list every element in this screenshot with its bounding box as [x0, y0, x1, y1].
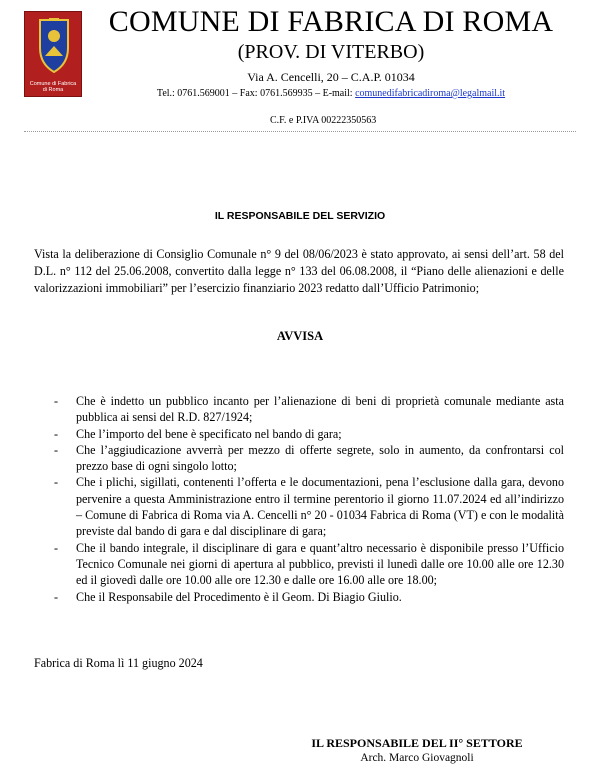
- issuer-heading: IL RESPONSABILE DEL SERVIZIO: [214, 210, 386, 222]
- place-date: Fabrica di Roma lì 11 giugno 2024: [34, 656, 203, 670]
- list-item-text: Che l’importo del bene è specificato nel bando di gara;: [76, 426, 342, 441]
- address-line: Via A. Cencelli, 20 – C.A.P. 01034: [247, 70, 415, 84]
- list-item-text: Che è indetto un pubblico incanto per l’alienazione di beni di proprietà comunale mediante asta pubblica ai sensi del R.D. 827/1924;: [76, 394, 564, 425]
- crest-emblem-icon: [34, 18, 74, 80]
- signatory-name: Arch. Marco Giovagnoli: [360, 752, 474, 764]
- list-item: - Che il bando integrale, il disciplinare di gara e quant’altro necessario è disponibile presso l’Ufficio Tecnico Comunale nei giorni di apertura al pubblico, previsti il lunedì dalle ore 10.00 alle ore 12.30 ed il giovedì dalle ore 10.00 alle ore 12.30 e dalle ore 16.00 alle ore 18.00;: [54, 540, 564, 588]
- list-item-text: Che i plichi, sigillati, contenenti l’offerta e le documentazioni, pena l’esclusione dalla gara, devono pervenire a questa Amministrazione entro il termine perentorio il giorno 11.07.2024 ed all’indirizzo – Comune di Fabrica di Roma via A. Cencelli n° 20 - 01034 Fabrica di Roma (VT) e con le modalità previste dal bando di gara e dal disciplinare di gara;: [76, 475, 564, 539]
- list-item-text: Che il Responsabile del Procedimento è il Geom. Di Biagio Giulio.: [76, 589, 402, 604]
- signatory-role: IL RESPONSABILE DEL II° SETTORE: [311, 736, 523, 750]
- contacts-line: [96, 88, 566, 99]
- notice-list: [44, 393, 564, 605]
- tax-id: C.F. e P.IVA 00222350563: [270, 115, 377, 126]
- list-item: - Che il Responsabile del Procedimento è il Geom. Di Biagio Giulio.: [54, 589, 402, 604]
- list-item-text: Che il bando integrale, il disciplinare di gara e quant’altro necessario è disponibile presso l’Ufficio Tecnico Comunale nei giorni di apertura al pubblico, previsti il lunedì dalle ore 10.00 alle ore 12.30 ed il giovedì dalle ore 10.00 alle ore 12.30 e dalle ore 16.00 alle ore 18.00;: [76, 540, 564, 588]
- contacts-text: Tel.: 0761.569001 – Fax: 0761.569935 – E-mail:: [156, 88, 356, 99]
- list-item: - Che i plichi, sigillati, contenenti l’offerta e le documentazioni, pena l’esclusione dalla gara, devono pervenire a questa Amministrazione entro il termine perentorio il giorno 11.07.2024 ed all’indirizzo – Comune di Fabrica di Roma via A. Cencelli n° 20 - 01034 Fabrica di Roma (VT) e con le modalità previste dal bando di gara e dal disciplinare di gara;: [54, 475, 564, 539]
- crest-caption: Comune di Fabrica di Roma: [29, 81, 77, 93]
- email-link[interactable]: comunedifabricadiroma@legalmail.it: [355, 88, 506, 99]
- header-divider: [24, 131, 576, 132]
- intro-paragraph: Vista la deliberazione di Consiglio Comunale n° 9 del 08/06/2023 è stato approvato, ai sensi dell’art. 58 del D.L. n° 112 del 25.06.2008, convertito dalla legge n° 133 del 06.08.2008, il “Piano delle alienazioni e delle valorizzazioni immobiliari” per l’esercizio finanziario 2023 redatto dall’Ufficio Patrimonio;: [34, 247, 564, 295]
- list-item: - Che è indetto un pubblico incanto per l’alienazione di beni di proprietà comunale mediante asta pubblica ai sensi del R.D. 827/1924;: [54, 394, 564, 425]
- list-item: - Che l’aggiudicazione avverrà per mezzo di offerte segrete, solo in aumento, da confrontarsi col prezzo base di ogni singolo lotto;: [54, 442, 564, 474]
- list-item: - Che l’importo del bene è specificato nel bando di gara;: [54, 426, 342, 441]
- municipality-title: COMUNE DI FABRICA DI ROMA: [108, 5, 554, 38]
- province-subtitle: (PROV. DI VITERBO): [237, 41, 425, 63]
- municipal-crest: [24, 11, 82, 97]
- list-item-text: Che l’aggiudicazione avverrà per mezzo di offerte segrete, solo in aumento, da confrontarsi col prezzo base di ogni singolo lotto;: [76, 442, 564, 474]
- avvisa-heading: AVVISA: [276, 329, 324, 343]
